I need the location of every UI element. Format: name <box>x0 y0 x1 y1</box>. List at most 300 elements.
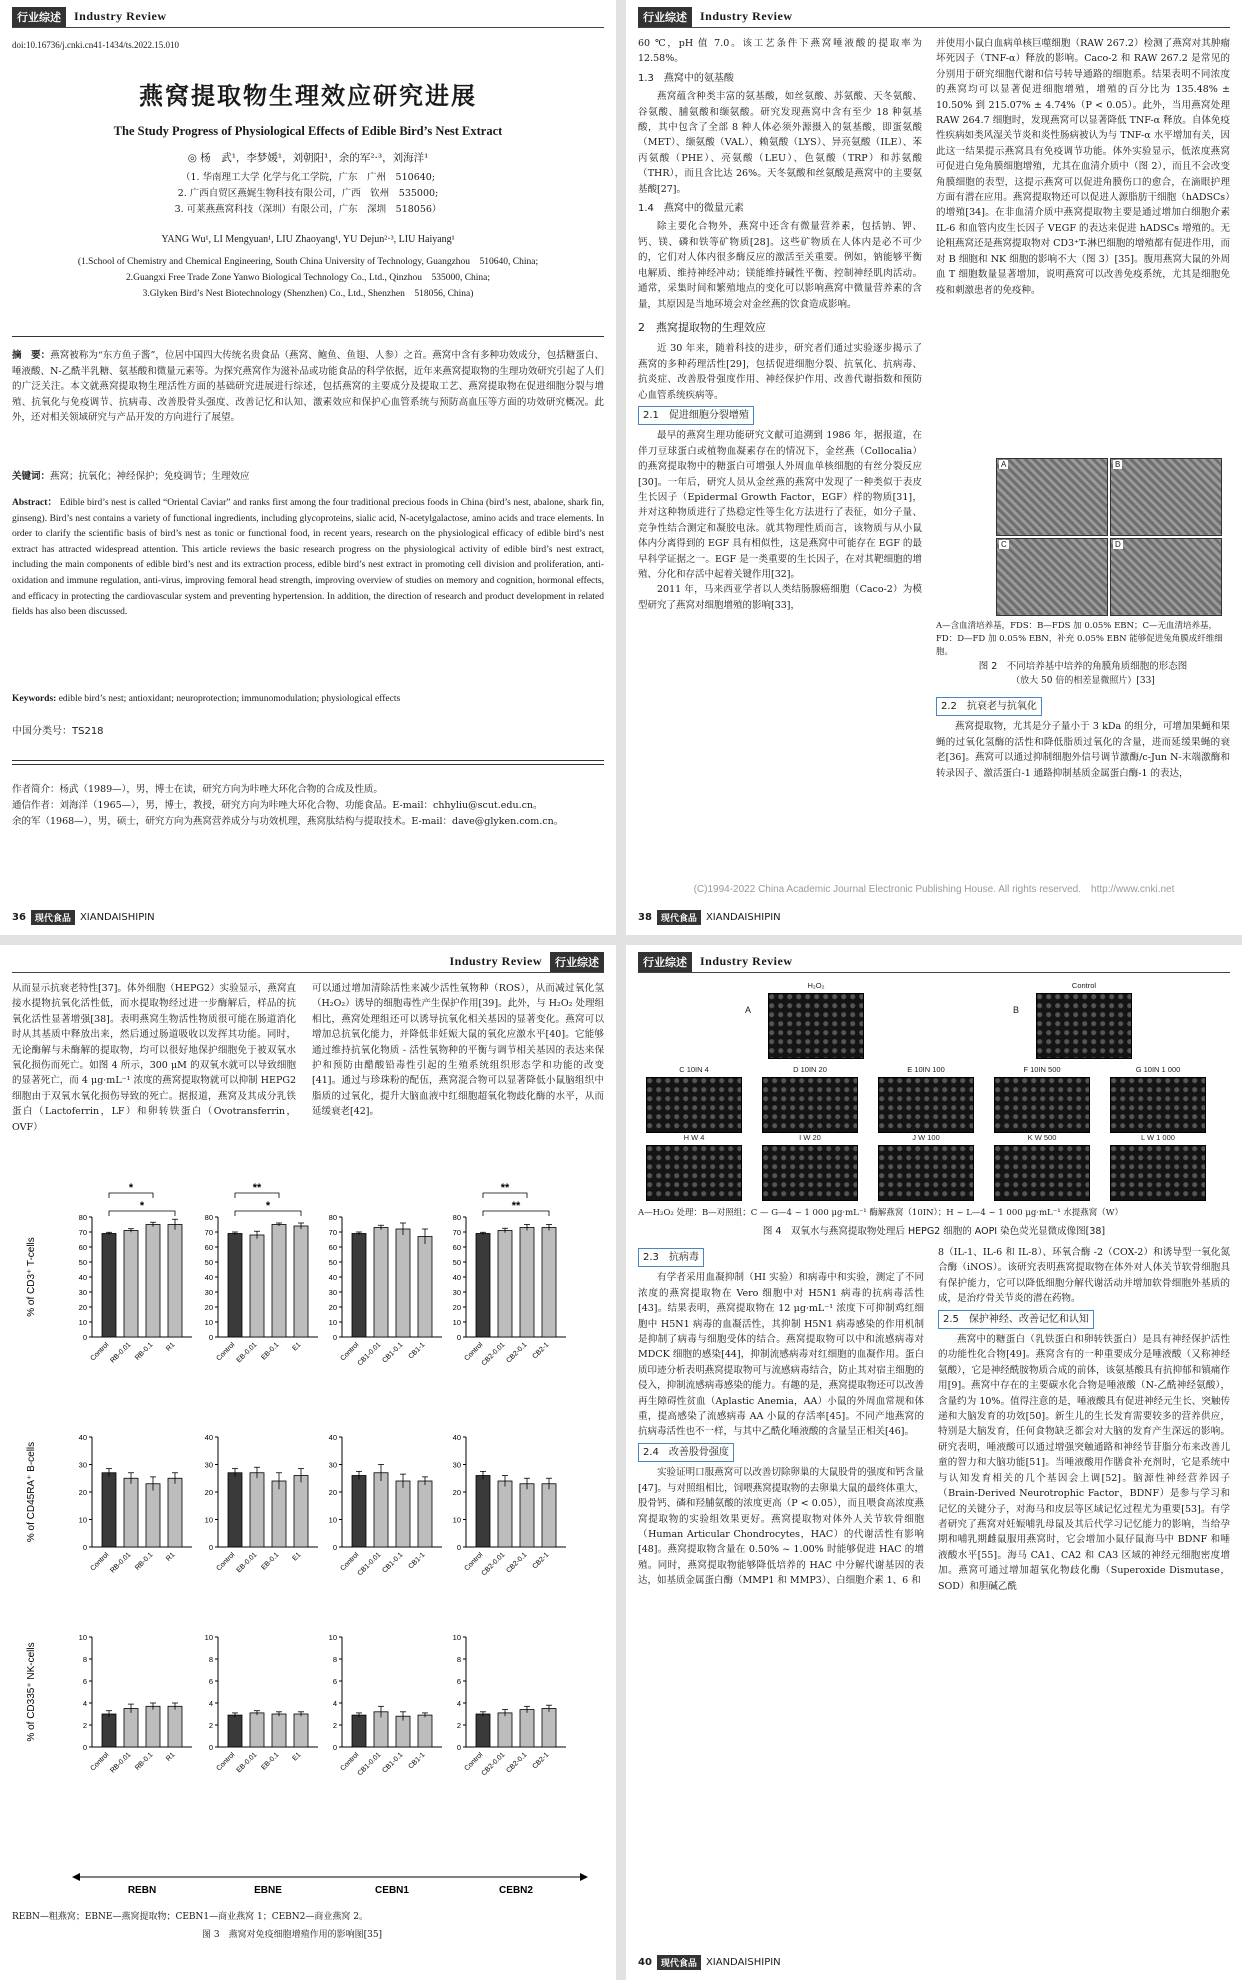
figure-legend: A—含血清培养基，FDS：B—FDS 加 0.05% EBN；C—无血清培养基，FD：D—FD 加 0.05% EBN，补充 0.05% EBN 能够促进兔角膜成纤维细胞。 <box>936 621 1223 657</box>
cnki-watermark: (C)1994-2022 China Academic Journal Electronic Publishing House. All rights reserved. http://www.cnki.net <box>693 884 1175 895</box>
y-tick-label: 60 <box>328 1243 337 1252</box>
x-tick-label: EB-0.1 <box>260 1751 281 1772</box>
affiliation-line: (1.School of Chemistry and Chemical Engineering, South China University of Technology, Guangzhou 510640, China; <box>77 257 539 267</box>
page-header <box>638 951 1230 973</box>
fluorescence-panel <box>762 1145 858 1201</box>
paragraph: 燕窝提取物，尤其是分子量小于 3 kDa 的组分，可增加果蝇和果蝇的过氧化氢酶的活性和降低脂质过氧化的含量，进而延缓果蝇的衰老[36]。燕窝可以通过抑制细胞外信号调节激酶/c-Jun N-末端激酶和转录因子、激活蛋白-1 通路抑制基质金属蛋白酶-1 的表达， <box>936 721 1230 779</box>
y-tick-label: 10 <box>204 1318 213 1327</box>
keywords-en-text: edible bird’s nest; antioxidant; neuroprotection; immunomodulation; physiological effects <box>58 694 401 704</box>
abstract-text: 燕窝被称为“东方鱼子酱”，位居中国四大传统名贵食品（燕窝、鲍鱼、鱼翅、人参）之首。燕窝中含有多种功效成分，包括糖蛋白、唾液酸、N-乙酰半乳糖、氨基酸和微量元素等。为探究燕窝作为滋补品或功能食品的科学依据，近年来燕窝提取物的生理功效研究引起了人们的广泛关注。本文就燕窝提取物生理活性方面的基础研究进展进行综述，包括燕窝的主要成分及提取工艺、燕窝提取物在促进细胞分裂与增殖、抗氧化与免疫调节、抗病毒、改善股骨头强度、改善记忆和认知、激素效应和保护心血管系统与预防高血压等方面的功效研究概况。此外，还对相关领域研究与产品开发的方向进行了展望。 <box>12 350 604 423</box>
y-tick-label: 70 <box>204 1228 213 1237</box>
keywords-cn <box>12 468 604 482</box>
page-footer <box>638 1955 1230 1970</box>
y-tick-label: 10 <box>452 1318 461 1327</box>
x-tick-label: CB1-0.1 <box>381 1551 405 1575</box>
fluorescence-panel <box>762 1077 858 1133</box>
y-tick-label: 50 <box>328 1258 337 1267</box>
page-footer <box>12 910 604 925</box>
bar <box>146 1706 160 1747</box>
x-tick-label: Control <box>339 1341 361 1363</box>
y-tick-label: 10 <box>328 1318 337 1327</box>
paragraph: 实验证明口服燕窝可以改善切除卵巢的大鼠股骨的强度和钙含量[47]。与对照组相比，饲喂燕窝提取物的去卵巢大鼠的最终体重大，股骨钙、磷和羟脯氨酸的浓度更高（P < 0.05），而且喂食高浓度燕窝提取物的实验组效果更好。燕窝提取物对体外人关节软骨细胞（Human Articular Chondrocytes，HAC）的代谢活性有影响[48]。燕窝提取物含量在 0.50% ~ 1.00% 时能够促进 HAC 的增殖。同时，燕窝提取物能够降低培养的 HAC 中分解代谢基因的表达，如基质金属蛋白酶（MMP1 和 MMP3）、白细胞介素 1、6 和 <box>638 1467 924 1587</box>
panel-label: D 10IN 20 <box>793 1065 827 1074</box>
section-tag-en: Industry Review <box>74 9 167 23</box>
magazine-pinyin: XIANDAISHIPIN <box>705 912 781 923</box>
panel-label: C <box>1001 540 1007 549</box>
boxed-subsection-heading: 2.1 促进细胞分裂增殖 <box>638 406 754 425</box>
magazine-pinyin: XIANDAISHIPIN <box>79 912 155 923</box>
x-tick-label: CB2-0.01 <box>480 1551 507 1578</box>
bar <box>476 1234 490 1338</box>
page-number: 36 <box>12 912 26 923</box>
affiliation-line: 2.Guangxi Free Trade Zone Yanwo Biological Technology Co., Ltd., Qinzhou 535000, China; <box>125 273 491 283</box>
fluorescence-panel <box>994 1077 1090 1133</box>
abstract-cn <box>12 348 604 426</box>
bar <box>228 1715 242 1747</box>
y-tick-label: 40 <box>78 1433 87 1442</box>
affiliations-cn <box>0 170 616 218</box>
magazine-tag: 现代食品 <box>31 910 75 925</box>
y-tick-label: 80 <box>452 1213 461 1222</box>
figure-caption: 图 4 双氧水与燕窝提取物处理后 HEPG2 细胞的 AOPI 染色荧光显微成像图[38] <box>762 1226 1106 1237</box>
subsection-heading: 1.4 燕窝中的微量元素 <box>638 203 744 215</box>
figure-caption: 图 3 燕窝对免疫细胞增殖作用的影响图[35] <box>202 1930 383 1940</box>
group-label: CEBN2 <box>499 1885 533 1896</box>
boxed-subsection-heading: 2.5 保护神经、改善记忆和认知 <box>938 1310 1094 1329</box>
x-tick-label: CB1-1 <box>407 1551 427 1571</box>
y-tick-label: 60 <box>204 1243 213 1252</box>
x-tick-label: CB1-0.1 <box>381 1341 405 1365</box>
y-tick-label: 30 <box>328 1460 337 1470</box>
page-number: 40 <box>638 1957 652 1968</box>
divider <box>12 760 604 761</box>
journal-page-39 <box>0 945 616 1980</box>
y-tick-label: 40 <box>328 1273 337 1282</box>
abstract-label: 摘 要： <box>12 350 51 361</box>
x-tick-label: Control <box>215 1751 237 1773</box>
divider <box>12 764 604 765</box>
y-tick-label: 30 <box>452 1288 461 1297</box>
y-tick-label: 10 <box>78 1515 87 1525</box>
x-tick-label: RB-0.01 <box>109 1341 133 1365</box>
y-tick-label: 0 <box>82 1543 87 1552</box>
x-tick-label: CB2-0.1 <box>505 1341 529 1365</box>
magazine-tag: 现代食品 <box>657 1955 701 1970</box>
y-tick-label: 2 <box>456 1721 461 1730</box>
bio-line: 余的军（1968—），男，硕士，研究方向为燕窝营养成分与功效机理，燕窝肽结构与提取技术。E-mail：dave@glyken.com.cn。 <box>12 816 564 827</box>
panel-label: H W 4 <box>683 1133 705 1142</box>
figure-caption: 图 2 不同培养基中培养的角膜角质细胞的形态图 <box>978 661 1188 672</box>
y-tick-label: 30 <box>204 1460 213 1470</box>
panel-title: H₂O₂ <box>807 981 825 990</box>
bar <box>374 1473 388 1547</box>
x-tick-label: CB2-1 <box>531 1341 551 1361</box>
text-column-left: 从而显示抗衰老特性[37]。体外细胞（HEPG2）实验显示，燕窝直接水提物抗氧化活性低，而水提取物经过进一步酶解后，样品的抗氧化活性显著增强[38]。表明燕窝生物活性物质很可能在肠道消化时从其基质中释放出来，然后通过肠道吸收以发挥其功能。同时，无论酶解与未酶解的提取物，均可以很好地保护细胞免于被双氧水氧化损伤而死亡。如图 4 所示，300 μM 的双氧水就可以导致细胞的显著死亡，而 4 μg·mL⁻¹ 浓度的燕窝提取物就可以抑制 HEPG2 细胞由于双氧水氧化损伤导致的死亡。据报道，燕窝及其成分乳铁蛋白（Lactoferrin，LF）和卵转铁蛋白（Ovotransferrin，OVF） <box>12 983 296 1133</box>
bar <box>272 1225 286 1338</box>
y-tick-label: 50 <box>78 1258 87 1267</box>
x-tick-label: E1 <box>291 1551 303 1563</box>
y-tick-label: 20 <box>452 1488 461 1497</box>
bar <box>102 1473 116 1547</box>
keywords-text: 燕窝；抗氧化；神经保护；免疫调节；生理效应 <box>50 471 250 482</box>
text-column-right <box>938 1245 1230 1945</box>
paragraph: 近 30 年来，随着科技的进步，研究者们通过实验逐步揭示了燕窝的多种药理活性[29]，包括促进细胞分裂、抗氧化、抗病毒、抗炎症、改善股骨强度作用、神经保护作用、改善代谢指数和预防心血管系统疾病等。 <box>638 343 922 401</box>
text-column-right <box>936 36 1230 454</box>
y-tick-label: 40 <box>204 1273 213 1282</box>
significance-marker: * <box>128 1182 134 1194</box>
affiliation-line: 3.Glyken Bird’s Nest Biotechnology (Shenzhen) Co., Ltd., Shenzhen 518056, China) <box>142 289 474 299</box>
panel-label: F 10IN 500 <box>1023 1065 1061 1074</box>
x-tick-label: CB2-0.1 <box>505 1751 529 1775</box>
bar <box>272 1481 286 1547</box>
subsection-heading: 1.3 燕窝中的氨基酸 <box>638 72 734 84</box>
y-tick-label: 4 <box>332 1699 337 1708</box>
bio-line: 作者简介：杨武（1989—），男，博士在读，研究方向为咔唑大环化合物的合成及性质。 <box>12 784 383 795</box>
y-axis-label: % of CD45RA⁺ B-cells <box>26 1441 37 1543</box>
affiliation-line: 3. 可莱燕燕窝科技（深圳）有限公司，广东 深圳 518056） <box>174 204 442 215</box>
section-tag-en: Industry Review <box>700 954 793 968</box>
y-tick-label: 4 <box>82 1699 87 1708</box>
micrograph-panel <box>996 538 1108 616</box>
arrow-head-left <box>72 1873 80 1881</box>
panel-label: C 10IN 4 <box>679 1065 709 1074</box>
panel-label: B <box>1115 460 1121 469</box>
bar <box>272 1714 286 1747</box>
x-tick-label: R1 <box>165 1341 177 1353</box>
y-tick-label: 80 <box>328 1213 337 1222</box>
y-tick-label: 10 <box>452 1515 461 1525</box>
affiliation-line: （1. 华南理工大学 化学与化工学院，广东 广州 510640; <box>180 172 436 183</box>
paragraph: 60 ℃，pH 值 7.0。该工艺条件下燕窝唾液酸的提取率为 12.58%。 <box>638 38 922 65</box>
significance-marker: ** <box>500 1182 510 1194</box>
x-tick-label: EB-0.1 <box>260 1551 281 1572</box>
y-tick-label: 0 <box>208 1743 213 1752</box>
bar <box>124 1478 138 1547</box>
section-tag: 行业综述 <box>638 952 692 972</box>
y-tick-label: 30 <box>78 1460 87 1470</box>
bar <box>520 1228 534 1338</box>
panel-label: L W 1 000 <box>1141 1133 1175 1142</box>
magazine-tag: 现代食品 <box>657 910 701 925</box>
page-header <box>12 951 604 973</box>
y-tick-label: 80 <box>78 1213 87 1222</box>
x-tick-label: RB-0.01 <box>109 1551 133 1575</box>
journal-page-36 <box>0 0 616 935</box>
x-tick-label: CB2-0.01 <box>480 1751 507 1778</box>
x-tick-label: Control <box>89 1751 111 1773</box>
bar <box>228 1234 242 1338</box>
micrograph-panel <box>996 458 1108 536</box>
x-tick-label: CB1-1 <box>407 1751 427 1771</box>
y-tick-label: 20 <box>204 1303 213 1312</box>
y-tick-label: 6 <box>456 1677 461 1686</box>
y-tick-label: 80 <box>204 1213 213 1222</box>
x-tick-label: CB1-0.01 <box>356 1551 383 1578</box>
x-tick-label: CB2-0.1 <box>505 1551 529 1575</box>
y-tick-label: 8 <box>456 1655 461 1664</box>
y-tick-label: 30 <box>328 1288 337 1297</box>
journal-page-38 <box>626 0 1242 935</box>
boxed-subsection-heading: 2.3 抗病毒 <box>638 1248 704 1267</box>
boxed-subsection-heading: 2.4 改善股骨强度 <box>638 1443 734 1462</box>
y-tick-label: 6 <box>208 1677 213 1686</box>
paragraph: 最早的燕窝生理功能研究文献可追溯到 1986 年，据报道，在伴刀豆球蛋白或植物血凝素存在的情况下，金丝燕（Collocalia）的燕窝提取物中的糖蛋白可增强人外周血单核细胞的有丝分裂反应[30]。一年后，研究人员从金丝燕的燕窝中发现了一种类似于表皮生长因子（Epidermal Growth Factor，EGF）样的物质[31]，并对这种物质进行了热稳定性等生化方法进行了表征，如分子量、竞争性结合测定和凝胶电泳。就其物理性质而言，该物质与从小鼠体内分离得到的 EGF 具有相似性，这是燕窝中可能存在 EGF 的最早科学证据之一。EGF 是一类重要的生长因子，在对其靶细胞的增殖、分化和存活中起着关键作用[32]。 <box>638 430 922 580</box>
y-tick-label: 0 <box>456 1333 461 1342</box>
x-tick-label: E1 <box>291 1751 303 1763</box>
y-tick-label: 6 <box>82 1677 87 1686</box>
bar <box>124 1709 138 1748</box>
bar <box>418 1481 432 1547</box>
bio-line: 通信作者：刘海洋（1965—），男，博士，教授，研究方向为咔唑大环化合物、功能食品。E-mail：chhyliu@scut.edu.cn。 <box>12 800 543 811</box>
x-tick-label: Control <box>339 1751 361 1773</box>
group-label: EBNE <box>254 1885 282 1896</box>
x-tick-label: R1 <box>165 1551 177 1563</box>
panel-label: I W 20 <box>799 1133 821 1142</box>
text-column-left <box>638 36 922 613</box>
fluorescence-panel <box>878 1077 974 1133</box>
x-tick-label: CB1-0.1 <box>381 1751 405 1775</box>
abstract-en-label: Abstract： <box>12 498 58 508</box>
keywords-label: 关键词： <box>12 471 51 482</box>
y-tick-label: 0 <box>332 1543 337 1552</box>
bar <box>352 1234 366 1338</box>
section-tag: 行业综述 <box>12 7 66 27</box>
y-tick-label: 20 <box>328 1303 337 1312</box>
bar <box>476 1476 490 1548</box>
bar <box>498 1713 512 1747</box>
paragraph: 并使用小鼠白血病单核巨噬细胞（RAW 267.2）检测了燕窝对其肿瘤坏死因子（TNF-α）释放的影响。Caco-2 和 RAW 267.2 是常见的分别用于研究细胞代谢和信号转导通路的细胞系。结果表明不同浓度的燕窝均可以显著促进细胞增殖，增殖的百分比为 135.48% ± 10.50% 到 215.07% ± 4.74%（P < 0.05）。此外，当用燕窝处理 RAW 264.7 细胞时，发现燕窝可以显著降低 TNF-α 释放。自体免疫性疾病如类风湿关节炎和炎性肠病被认为与 TNF-α 水平增加有关，因此这一结果提示燕窝具有免疫调节功能。体外实验显示，低浓度燕窝可促进白兔角膜细胞增殖，尤其在血清介质中（图 2），而且不会改变角膜细胞的表型，这提示燕窝可以促进角膜伤口的愈合，在滴眼护理方面有潜在应用。燕窝提取物还可以促进人源脂肪干细胞（hADSCs）的增殖[34]。在非血清介质中燕窝提取物主要是通过增加白细胞介素 IL-6 和血管内皮生长因子 VEGF 的表达来促进 hADSCs 增殖的。无论粗燕窝还是燕窝提取物对 CD3⁺T-淋巴细胞的增殖都有促进作用，而对 B 细胞和 NK 细胞的影响不大（图 3）[35]。腹用燕窝大鼠的外周血 T 细胞数量显著增加，说明燕窝可以改善免疫系统，尤其是细胞免疫和刺激患者的免疫种。 <box>936 38 1230 296</box>
figure-legend: A—H₂O₂ 处理：B—对照组；C — G—4 ~ 1 000 μg·mL⁻¹ 酶解燕窝（10IN）；H ~ L—4 ~ 1 000 μg·mL⁻¹ 水提燕窝（W） <box>638 1208 1124 1218</box>
y-tick-label: 4 <box>456 1699 461 1708</box>
fluorescence-panel <box>1036 993 1132 1059</box>
paragraph: 2011 年，马来西亚学者以人类结肠腺癌细胞（Caco-2）为模型研究了燕窝对细胞增殖的影响[33]， <box>638 584 922 611</box>
x-tick-label: EB-0.01 <box>235 1341 259 1365</box>
x-tick-label: CB1-0.01 <box>356 1341 383 1368</box>
section-tag: 行业综述 <box>550 952 604 972</box>
y-tick-label: 40 <box>78 1273 87 1282</box>
bar <box>294 1226 308 1337</box>
text-column-right-lower <box>936 694 1230 781</box>
y-tick-label: 10 <box>204 1515 213 1525</box>
figure-legend: REBN—粗燕窝；EBNE—燕窝提取物；CEBN1—商业燕窝 1；CEBN2—商业燕窝 2。 <box>12 1912 368 1922</box>
paragraph: 燕窝蕴含种类丰富的氨基酸，如丝氨酸、苏氨酸、天冬氨酸、谷氨酸、脯氨酸和缬氨酸。研究发现燕窝中含有至少 18 种氨基酸，其中包含了全部 8 种人体必须外源摄入的氨基酸，即蛋氨酸（MET）、缬氨酸（VAL）、赖氨酸（LYS）、异亮氨酸（ILE）、苯丙氨酸（PHE）、亮氨酸（LEU）、色氨酸（TRP）和苏氨酸（THR），而且含比达 26%。天冬氨酸和丝氨酸是燕窝中的主要氨基酸[27]。 <box>638 91 922 195</box>
y-tick-label: 0 <box>456 1543 461 1552</box>
y-tick-label: 2 <box>332 1721 337 1730</box>
arrow-head-right <box>580 1873 588 1881</box>
bar <box>124 1231 138 1338</box>
y-tick-label: 2 <box>82 1721 87 1730</box>
bar <box>250 1473 264 1547</box>
y-tick-label: 6 <box>332 1677 337 1686</box>
x-tick-label: E1 <box>291 1341 303 1353</box>
bar <box>374 1228 388 1338</box>
bar <box>250 1713 264 1747</box>
group-label: CEBN1 <box>375 1885 409 1896</box>
y-axis-label: % of CD335⁺ NK-cells <box>26 1642 37 1742</box>
y-tick-label: 40 <box>328 1433 337 1442</box>
bar <box>294 1714 308 1747</box>
y-tick-label: 40 <box>452 1273 461 1282</box>
abstract-en-text: Edible bird’s nest is called “Oriental Caviar” and ranks first among the four traditional precious foods in China (bird’s nest, abalone, shark fin, ginseng). Bird’s nest contains a variety of functional ingredients, including glycoproteins, sialic acid, N-acetylgalactose, amino acids and trace elements. In order to clarify the scientific basis of bird’s nest as tonic or functional food, in recent years, research on the physiological efficacy of edible bird’s nest extract has attracted widespread attention. This article reviews the basic research progress on the physiological activity of edible bird’s nest extract, including the main components of edible bird’s nest and its extraction process, edible bird’s nest extract in promoting cell division and proliferation, anti-oxidation and immune regulation, anti-virus, improving femoral head strength, improving overview of studies on memory and cognition, hormonal effects, and efficacy in protecting the cardiovascular system and preventing hypertension. In addition, the direction of research and product development in related fields has also been discussed. <box>12 498 605 618</box>
journal-page-40 <box>626 945 1242 1980</box>
fluorescence-panel <box>1110 1145 1206 1201</box>
magazine-pinyin: XIANDAISHIPIN <box>705 1957 781 1968</box>
x-tick-label: CB2-1 <box>531 1551 551 1571</box>
x-tick-label: CB1-1 <box>407 1341 427 1361</box>
y-tick-label: 10 <box>328 1633 337 1642</box>
paragraph: 8（IL-1、IL-6 和 IL-8）、环氧合酶 -2（COX-2）和诱导型一氧化氮合酶（iNOS）。该研究表明燕窝提取物在体外对人体关节软骨细胞具有保护能力，它可以降低细胞分解代谢活动并增加软骨细胞外基质的成，是治疗骨关节炎的潜在药物。 <box>938 1247 1230 1305</box>
bar <box>498 1231 512 1338</box>
y-tick-label: 8 <box>208 1655 213 1664</box>
x-tick-label: CB2-1 <box>531 1751 551 1771</box>
y-tick-label: 0 <box>82 1743 87 1752</box>
y-tick-label: 10 <box>78 1318 87 1327</box>
y-tick-label: 30 <box>452 1460 461 1470</box>
keywords-en-label: Keywords: <box>12 694 57 704</box>
paragraph: 燕窝中的糖蛋白（乳铁蛋白和卵转铁蛋白）是具有神经保护活性的功能性化合物[49]。燕窝含有的一种重要成分是唾液酸（又称神经氨酸），它是神经酰胺物质合成的前体，该氨基酸具有抗抑郁和镇痛作用[9]。燕窝中存在的主要碳水化合物是唾液酸（N-乙酰神经氨酸），含量约为 10%。值得注意的是，唾液酸具有促进神经元生长、突触传递和大脑发育的功效[50]。新生儿的生长发育需要较多的营养供应，特别是大脑发育，任何食物缺乏都会对大脑的发育产生深远的影响。研究表明，唾液酸可以通过增强突触通路和神经节苷脂分布来改善儿童的智力和大脑功能[51]。当唾液酸用作膳食补充剂时，它是系统中与认知发育相关的几个基因会上调[52]。脑源性神经营养因子（Brain-Derived Neurotrophic Factor，BDNF）是参与学习和记忆的关键分子，对海马和皮层等区域记忆过程尤为重要[53]。有学者研究了燕窝对妊娠哺乳母鼠及其后代学习记忆能力的影响，当给孕期和哺乳期雌鼠服用燕窝时，它会增加小鼠仔鼠海马中 BDNF 和唾液酸水平[55]。海马 CA1、CA2 和 CA3 区域的神经元细胞密度增加。燕窝可通过增加超氧化物歧化酶（Superoxide Dismutase，SOD）和胆碱乙酰 <box>938 1334 1230 1592</box>
y-tick-label: 10 <box>452 1633 461 1642</box>
y-tick-label: 0 <box>208 1543 213 1552</box>
page-header <box>12 6 604 28</box>
doi: doi:10.16736/j.cnki.cn41-1434/ts.2022.15.010 <box>12 40 179 50</box>
page-footer <box>638 910 1230 925</box>
x-tick-label: CB1-0.01 <box>356 1751 383 1778</box>
x-tick-label: EB-0.01 <box>235 1551 259 1575</box>
panel-label: A <box>1001 460 1007 469</box>
authors-cn: ◎ 杨 武¹，李梦媛¹，刘朝阳¹，余的军²·³，刘海洋¹ <box>187 152 429 164</box>
keywords-en <box>12 694 604 704</box>
y-tick-label: 40 <box>452 1433 461 1442</box>
bar <box>168 1706 182 1747</box>
panel-label: G 10IN 1 000 <box>1135 1065 1181 1074</box>
bar <box>102 1714 116 1747</box>
x-tick-label: Control <box>89 1341 111 1363</box>
fluorescence-panel <box>646 1077 742 1133</box>
y-tick-label: 10 <box>328 1515 337 1525</box>
x-tick-label: R1 <box>165 1751 177 1763</box>
paper-title-cn: 燕窝提取物生理效应研究进展 <box>139 82 477 110</box>
divider <box>12 336 604 337</box>
paper-title-en: The Study Progress of Physiological Effects of Edible Bird’s Nest Extract <box>113 124 503 138</box>
bar <box>542 1228 556 1338</box>
micrograph-panel <box>1110 538 1222 616</box>
y-tick-label: 50 <box>204 1258 213 1267</box>
fluorescence-panel <box>1110 1077 1206 1133</box>
bar <box>396 1716 410 1747</box>
affiliations-en <box>0 254 616 302</box>
bar <box>102 1234 116 1338</box>
x-tick-label: RB-0.1 <box>134 1551 155 1572</box>
bar <box>542 1484 556 1547</box>
bar <box>146 1484 160 1547</box>
x-tick-label: Control <box>215 1551 237 1573</box>
page-header <box>638 6 1230 28</box>
x-tick-label: RB-0.1 <box>134 1751 155 1772</box>
paragraph: 除主要化合物外，燕窝中还含有微量营养素，包括钠、钾、钙、镁、磷和铁等矿物质[28]。这些矿物质在人体内是必不可少的，它们对人体内很多酶反应的激活至关重要。例如，钠能够平衡电解质、维持神经冲动；镁能维持碱性平衡、控制神经肌肉活动。通常，采集时间和繁殖地点的变化可以影响燕窝中微量营养素的含量，其原因是当地环境会对金丝燕的饮食造成影响。 <box>638 221 922 310</box>
fluorescence-panel <box>768 993 864 1059</box>
bar <box>520 1710 534 1747</box>
bar <box>146 1225 160 1338</box>
y-tick-label: 60 <box>452 1243 461 1252</box>
author-bio <box>12 782 604 830</box>
y-tick-label: 40 <box>204 1433 213 1442</box>
x-tick-label: Control <box>463 1551 485 1573</box>
panel-label: E 10IN 100 <box>907 1065 945 1074</box>
significance-marker: ** <box>511 1200 521 1212</box>
y-tick-label: 20 <box>204 1488 213 1497</box>
y-tick-label: 10 <box>78 1633 87 1642</box>
group-label: REBN <box>127 1885 157 1896</box>
fluorescence-panel <box>878 1145 974 1201</box>
bar <box>542 1709 556 1748</box>
y-tick-label: 0 <box>332 1333 337 1342</box>
section-tag: 行业综述 <box>638 7 692 27</box>
paragraph: 有学者采用血凝抑制（HI 实验）和病毒中和实验，测定了不同浓度的燕窝提取物在 Vero 细胞中对 H5N1 病毒的抗病毒活性[43]。结果表明，燕窝提取物在 12 μg·mL⁻¹ 浓度下可抑制鸡红细胞中 H5N1 病毒的血凝活性，其抑制 H5N1 病毒感染的作用机制是抑制了病毒与细胞受体的结合。燕窝提取物可以中和流感病毒对 MDCK 细胞的感染[44]，抑制流感病毒对红细胞的血凝作用。蛋白质印迹分析表明燕窝提取物可与流感病毒结合，防止其对宿主细胞的侵入，抑制流感病毒感染的能力。有趣的是，燕窝提取物还可以改善再生障碍性贫血（Aplastic Anemia，AA）小鼠的外周血常规和体重，提高感染了流感病毒 AA 小鼠的存活率[45]。不同产地燕窝的抗病毒活性也不一样，与其中乙酰化唾液酸的含量呈正相关[46]。 <box>638 1272 924 1438</box>
y-tick-label: 0 <box>208 1333 213 1342</box>
y-tick-label: 20 <box>78 1303 87 1312</box>
classification-number: 中国分类号：TS218 <box>12 726 104 737</box>
x-tick-label: RB-0.01 <box>109 1751 133 1775</box>
y-tick-label: 30 <box>78 1288 87 1297</box>
bar <box>498 1481 512 1547</box>
bar <box>294 1476 308 1548</box>
panel-label: B <box>1012 1005 1019 1015</box>
y-tick-label: 20 <box>78 1488 87 1497</box>
y-tick-label: 2 <box>208 1721 213 1730</box>
y-tick-label: 8 <box>332 1655 337 1664</box>
x-tick-label: Control <box>89 1551 111 1573</box>
bar <box>352 1476 366 1548</box>
x-tick-label: CB2-0.01 <box>480 1341 507 1368</box>
bar <box>396 1481 410 1547</box>
bar <box>168 1225 182 1338</box>
bar <box>352 1715 366 1747</box>
text-column-right: 可以通过增加清除活性来减少活性氧物种（ROS），从而减过氧化氢（H₂O₂）诱导的细胞毒性产生保护作用[39]。此外，与 H₂O₂ 处理组相比，燕窝处理组还可以诱导抗氧化相关基因的显著变化。燕窝可以增加总抗氧化能力，并降低非妊娠大鼠的氧化应激水平[40]。它能够通过维持抗氧化物质 - 活性氧物种的平衡与调节相关基因的表达来保护和预防由醋酸铅毒性引起的生殖系统组织形态学和功能的改变[41]。通过与珍珠粉的配伍，燕窝混合物可以显著降低小鼠脑组织中脂质的过氧化，提升大脑血液中红细胞超氧化物歧化酶的水平，从而延缓衰老[42]。 <box>312 983 604 1118</box>
x-tick-label: Control <box>339 1551 361 1573</box>
y-tick-label: 10 <box>204 1633 213 1642</box>
significance-marker: * <box>265 1200 271 1212</box>
y-axis-label: % of CD3⁺ T-cells <box>26 1237 37 1317</box>
section-tag-en: Industry Review <box>700 9 793 23</box>
y-tick-label: 60 <box>78 1243 87 1252</box>
figure-caption-sub: （放大 50 倍的相差显微照片）[33] <box>1011 676 1155 686</box>
bar <box>520 1484 534 1547</box>
fluorescence-panel <box>646 1145 742 1201</box>
y-tick-label: 20 <box>452 1303 461 1312</box>
y-tick-label: 50 <box>452 1258 461 1267</box>
bar <box>418 1237 432 1338</box>
panel-label: A <box>744 1005 751 1015</box>
bar <box>250 1235 264 1337</box>
authors-en: YANG Wu¹, LI Mengyuan¹, LIU Zhaoyang¹, YU Dejun²·³, LIU Haiyang¹ <box>161 234 455 245</box>
bar <box>418 1715 432 1747</box>
significance-marker: * <box>139 1200 145 1212</box>
y-tick-label: 0 <box>82 1333 87 1342</box>
bar <box>476 1714 490 1747</box>
y-tick-label: 70 <box>328 1228 337 1237</box>
y-tick-label: 4 <box>208 1699 213 1708</box>
affiliation-line: 2. 广西自贸区燕娓生物科技有限公司，广西 钦州 535000; <box>177 188 439 199</box>
x-tick-label: EB-0.01 <box>235 1751 259 1775</box>
y-tick-label: 30 <box>204 1288 213 1297</box>
figure-3-bar-charts <box>20 1177 596 1913</box>
x-tick-label: Control <box>463 1341 485 1363</box>
y-tick-label: 20 <box>328 1488 337 1497</box>
bar <box>396 1229 410 1337</box>
y-tick-label: 8 <box>82 1655 87 1664</box>
boxed-subsection-heading: 2.2 抗衰老与抗氧化 <box>936 697 1042 716</box>
y-tick-label: 70 <box>452 1228 461 1237</box>
